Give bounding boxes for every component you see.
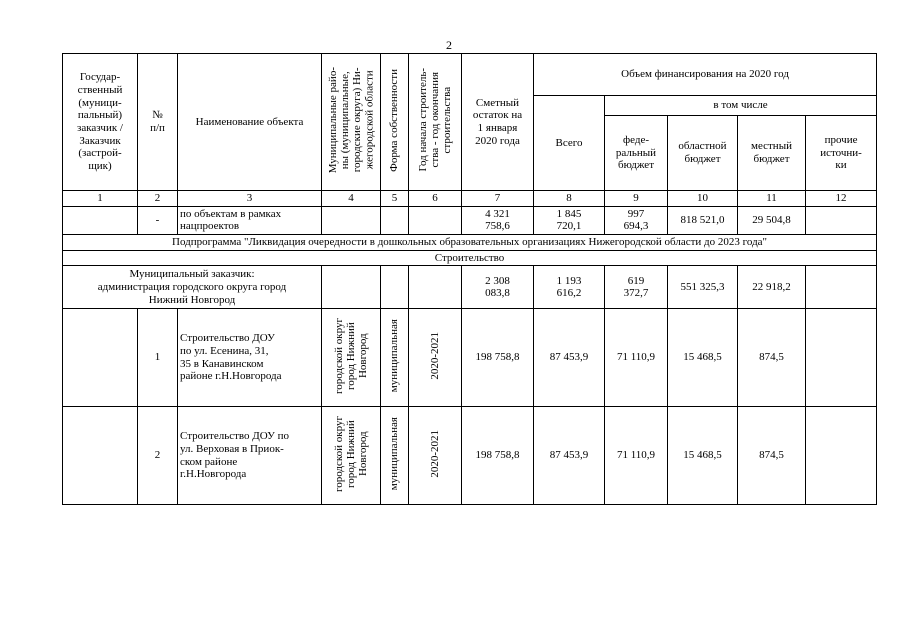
ownership-cell: муниципальная (381, 309, 409, 407)
col-number: 6 (409, 191, 462, 207)
section-construction: Строительство (63, 250, 877, 266)
col-number: 11 (738, 191, 806, 207)
col-number: 2 (138, 191, 178, 207)
col-number: 12 (806, 191, 877, 207)
page-number: 2 (446, 38, 452, 52)
regional-value: 15 468,5 (668, 309, 738, 407)
col-number: 8 (534, 191, 605, 207)
header-other: прочие источни- ки (806, 116, 877, 191)
header-number: № п/п (138, 54, 178, 191)
customer-row (63, 266, 877, 309)
col-number: 5 (381, 191, 409, 207)
col-number: 9 (605, 191, 668, 207)
header-years: Год начала строитель- ства - год окончания строительства (409, 54, 462, 191)
regional-value: 551 325,3 (668, 266, 738, 309)
header-regional: областной бюджет (668, 116, 738, 191)
header-ownership: Форма собственности (381, 54, 409, 191)
header-total: Всего (534, 96, 605, 191)
col-number: 10 (668, 191, 738, 207)
years-cell: 2020-2021 (409, 309, 462, 407)
row-number: - (138, 206, 178, 234)
header-district: Муниципальные райо- ны (муниципальные, городские округа) Ни- жегородской области (322, 54, 381, 191)
other-value (806, 407, 877, 505)
regional-value: 818 521,0 (668, 206, 738, 234)
header-customer: Государ- ственный (муници- пальный) заказчик / Заказчик (застрой- щик) (63, 54, 138, 191)
other-value (806, 266, 877, 309)
federal-value: 619 372,7 (605, 266, 668, 309)
local-value: 29 504,8 (738, 206, 806, 234)
estimate-value: 4 321 758,6 (462, 206, 534, 234)
total-value: 1 845 720,1 (534, 206, 605, 234)
local-value: 874,5 (738, 309, 806, 407)
years-cell: 2020-2021 (409, 407, 462, 505)
estimate-value: 2 308 083,8 (462, 266, 534, 309)
district-cell: городской округ город Нижний Новгород (322, 309, 381, 407)
district-cell: городской округ город Нижний Новгород (322, 407, 381, 505)
header-federal: феде- ральный бюджет (605, 116, 668, 191)
col-number: 4 (322, 191, 381, 207)
total-value: 87 453,9 (534, 309, 605, 407)
customer-name: Муниципальный заказчик: администрация городского округа город Нижний Новгород (63, 266, 322, 309)
col-number: 3 (178, 191, 322, 207)
financing-table (62, 53, 877, 505)
header-estimate: Сметный остаток на 1 января 2020 года (462, 54, 534, 191)
other-value (806, 206, 877, 234)
row-number: 1 (138, 309, 178, 407)
total-value: 87 453,9 (534, 407, 605, 505)
header-including: в том числе (605, 96, 877, 116)
local-value: 874,5 (738, 407, 806, 505)
federal-value: 997 694,3 (605, 206, 668, 234)
table-row (63, 407, 877, 505)
ownership-cell: муниципальная (381, 407, 409, 505)
header-local: местный бюджет (738, 116, 806, 191)
header-financing: Объем финансирования на 2020 год (534, 54, 877, 96)
object-name: по объектам в рамках нацпроектов (178, 206, 322, 234)
other-value (806, 309, 877, 407)
estimate-value: 198 758,8 (462, 407, 534, 505)
table-row (63, 309, 877, 407)
object-name: Строительство ДОУ по ул. Есенина, 31, 35 в Канавинском районе г.Н.Новгорода (178, 309, 322, 407)
local-value: 22 918,2 (738, 266, 806, 309)
national-projects-row (63, 206, 877, 234)
estimate-value: 198 758,8 (462, 309, 534, 407)
col-number: 1 (63, 191, 138, 207)
federal-value: 71 110,9 (605, 407, 668, 505)
row-number: 2 (138, 407, 178, 505)
object-name: Строительство ДОУ по ул. Верховая в Приок- ском районе г.Н.Новгорода (178, 407, 322, 505)
subprogram-title: Подпрограмма "Ликвидация очередности в дошкольных образовательных организациях Нижегородской области до 2023 года" (63, 234, 877, 250)
regional-value: 15 468,5 (668, 407, 738, 505)
total-value: 1 193 616,2 (534, 266, 605, 309)
header-object-name: Наименование объекта (178, 54, 322, 191)
federal-value: 71 110,9 (605, 309, 668, 407)
column-numbers-row (63, 191, 877, 207)
col-number: 7 (462, 191, 534, 207)
